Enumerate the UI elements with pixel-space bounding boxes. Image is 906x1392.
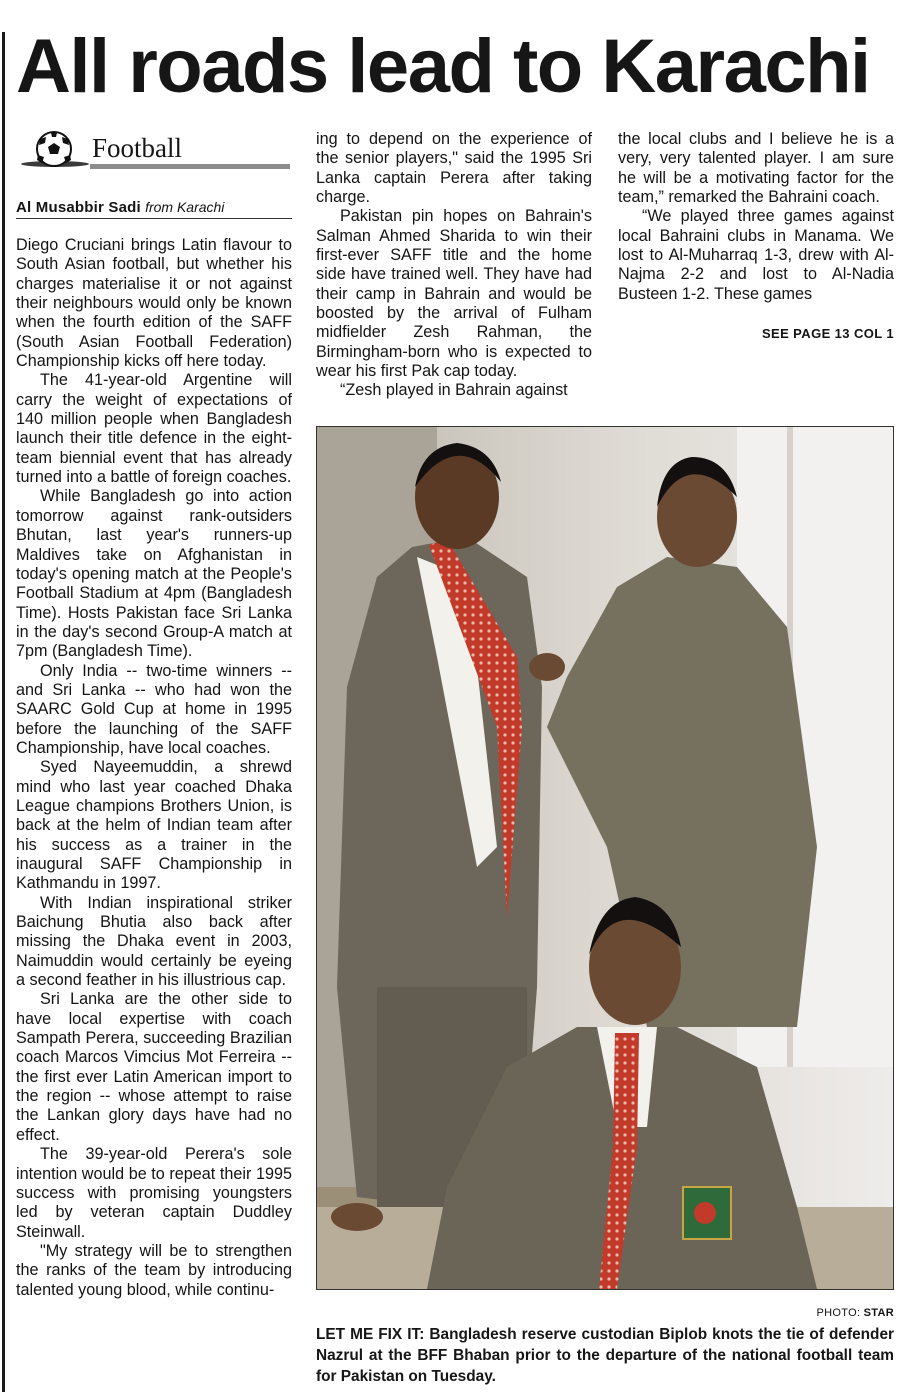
- photo-credit-source: STAR: [863, 1307, 894, 1319]
- byline-author: Al Musabbir Sadi: [16, 199, 141, 216]
- section-label: Football: [92, 133, 183, 163]
- paragraph: While Bangladesh go into action tomorrow against rank-outsiders Bhutan, last year's runners-up Maldives take on Afghanistan in today's opening match at the People's Football Stadium at 4pm (Bangladesh Time). Hosts Pakistan face Sri Lanka in the day's second Group-A match at 7pm (Bangladesh Time).: [16, 487, 292, 661]
- byline: [16, 196, 292, 219]
- article-column-2: [316, 130, 592, 401]
- byline-location: from Karachi: [145, 199, 225, 215]
- photo-illustration: [317, 427, 893, 1289]
- photo-credit: [700, 1306, 894, 1320]
- paragraph: With Indian inspirational striker Baichung Bhutia also back after missing the Dhaka event in 2003, Naimuddin would certainly be eyeing a second feather in his illustrious cap.: [16, 893, 292, 990]
- paragraph: “We played three games against local Bahraini clubs in Manama. We lost to Al-Muharraq 1-3, drew with Al-Najma 2-2 and lost to Al-Nadia Busteen 1-2. These games: [618, 207, 894, 303]
- paragraph: Diego Cruciani brings Latin flavour to South Asian football, but whether his charges materialise it or not against their neighbours would only be known when the fourth edition of the SAFF (South Asian Football Federation) Championship kicks off here today.: [16, 236, 292, 371]
- paragraph: Only India -- two-time winners -- and Sri Lanka -- who had won the SAARC Gold Cup at home in 1995 before the launching of the SAFF Championship, have local coaches.: [16, 661, 292, 757]
- headline: All roads lead to Karachi: [16, 24, 870, 109]
- paragraph: “Zesh played in Bahrain against: [340, 381, 568, 400]
- paragraph: Syed Nayeemuddin, a shrewd mind who last year coached Dhaka League champions Brothers Union, is back at the helm of Indian team after his success as a trainer in the inaugural SAFF Championship in Kathmandu in 1997.: [16, 758, 292, 893]
- section-underline: [90, 164, 290, 169]
- paragraph: The 41-year-old Argentine will carry the weight of expectations of 140 million people when Bangladesh launch their title defence in the eight-team biennial event that has already turned into a battle of foreign coaches.: [16, 371, 292, 487]
- paragraph: Pakistan pin hopes on Bahrain's Salman Ahmed Sharida to win their first-ever SAFF title and the home side have trained well. They have had their camp in Bahrain and would be boosted by the arrival of Fulham midfielder Zesh Rahman, the Birmingham-born who is expected to wear his first Pak cap today.: [316, 207, 592, 381]
- article-column-1: [16, 236, 292, 1300]
- paragraph: ing to depend on the experience of the senior players," said the 1995 Sri Lanka captain Perera after taking charge.: [316, 130, 592, 207]
- paragraph: Sri Lanka are the other side to have local expertise with coach Sampath Perera, succeeding Brazilian coach Marcos Vimcius Mot Ferreira -- the first ever Latin American import to the region -- whose attempt to raise the Lankan glory days have had no effect.: [16, 990, 292, 1144]
- left-column-rule: [2, 32, 5, 1392]
- paragraph: "My strategy will be to strengthen the ranks of the team by introducing talented young blood, while continu-: [16, 1241, 292, 1299]
- football-icon: [18, 130, 90, 168]
- paragraph: The 39-year-old Perera's sole intention would be to repeat their 1995 success with promising youngsters led by veteran captain Duddley Steinwall.: [16, 1145, 292, 1241]
- photo-caption: LET ME FIX IT: Bangladesh reserve custodian Biplob knots the tie of defender Nazrul at the BFF Bhaban prior to the departure of the national football team for Pakistan on Tuesday.: [316, 1326, 894, 1385]
- article-column-3: [618, 130, 894, 304]
- paragraph: the local clubs and I believe he is a very, very talented player. I am sure he will be a motivating factor for the team,” remarked the Bahraini coach.: [618, 130, 894, 207]
- photo-credit-prefix: PHOTO:: [816, 1307, 861, 1319]
- news-photo: [316, 426, 894, 1290]
- section-tag: [16, 128, 290, 172]
- jump-line: SEE PAGE 13 COL 1: [761, 326, 894, 341]
